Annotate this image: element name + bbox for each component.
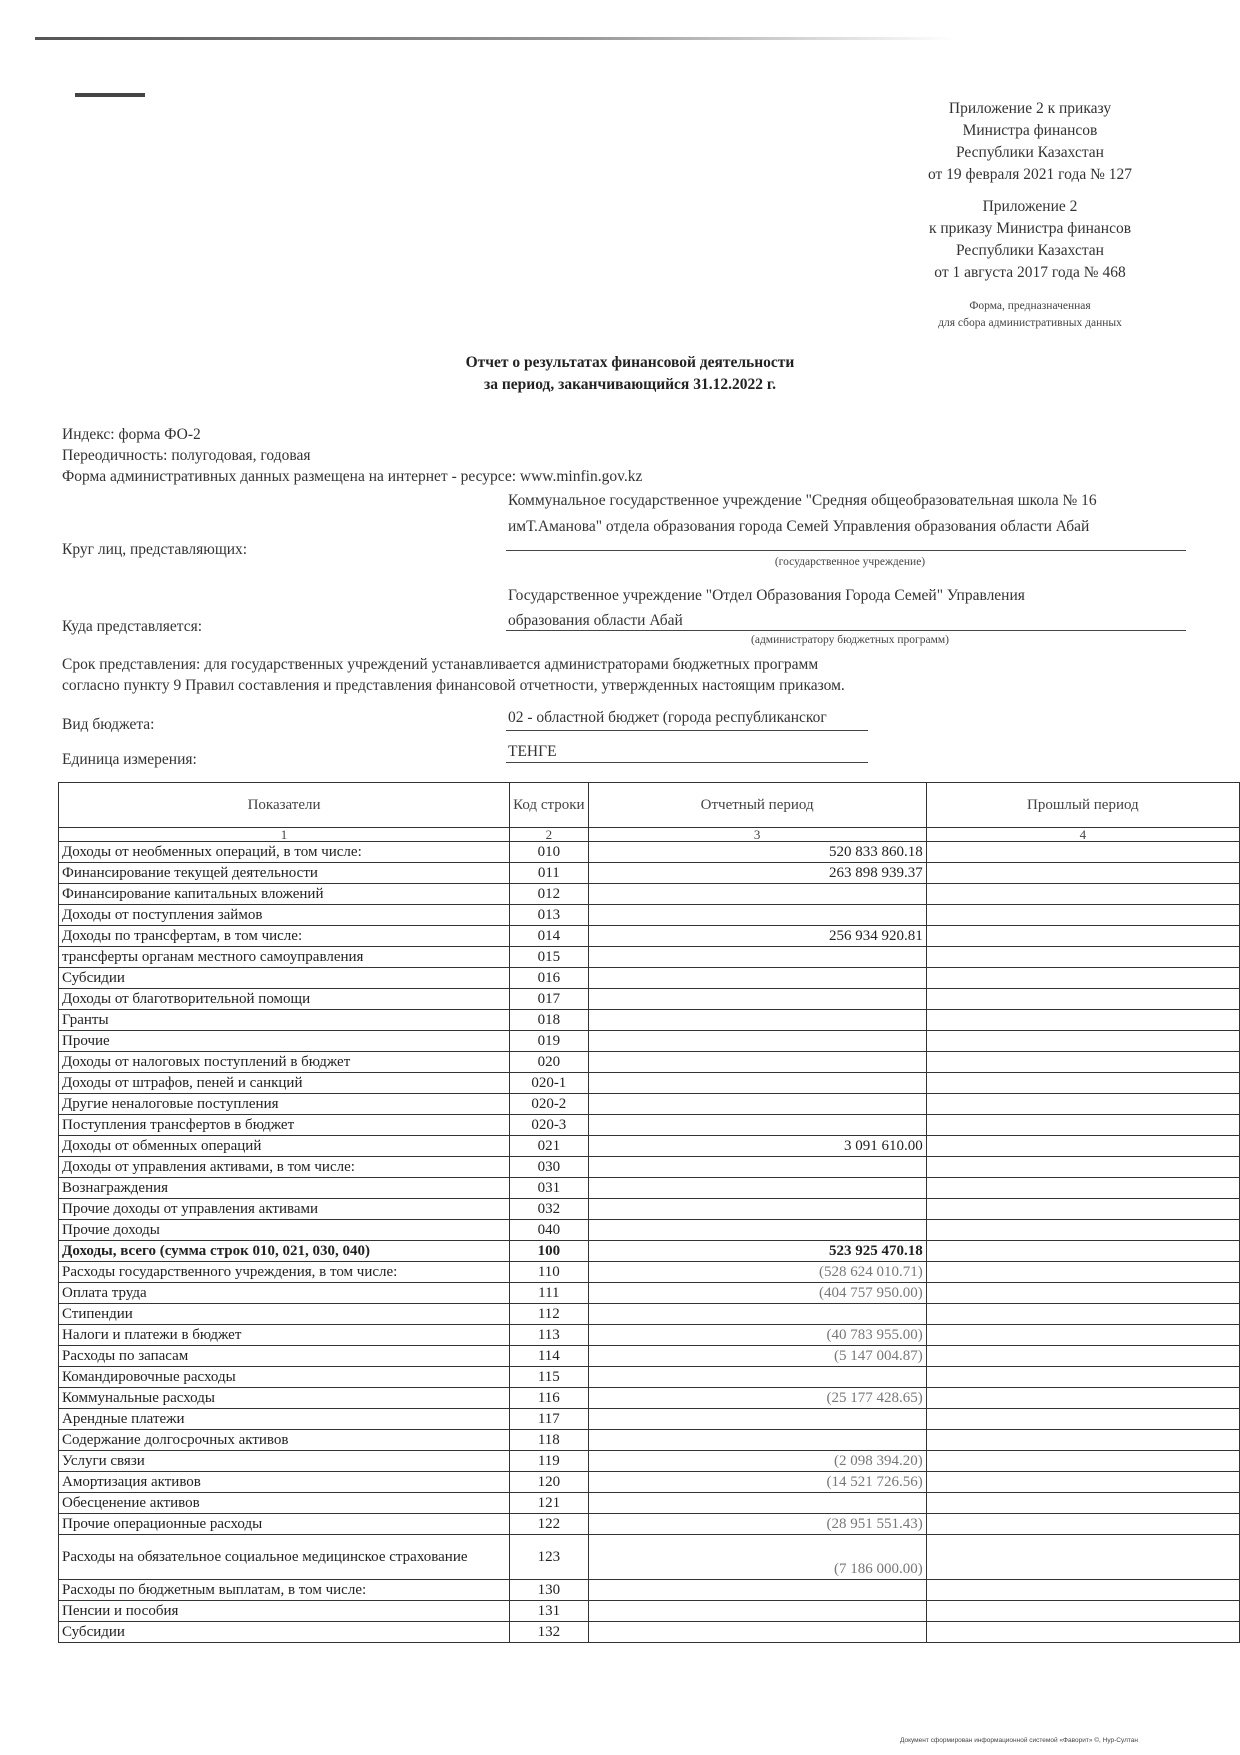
- row-indicator-name: Прочие доходы: [59, 1220, 510, 1241]
- table-row: [59, 1472, 1240, 1493]
- row-previous-value: [926, 1115, 1239, 1136]
- table-row: [59, 947, 1240, 968]
- row-current-value: [588, 1178, 926, 1199]
- row-previous-value: [926, 1220, 1239, 1241]
- deadline-line1: Срок представления: для государственных учреждений устанавливается администраторами бюджетных программ: [62, 656, 819, 673]
- row-current-value: [588, 947, 926, 968]
- row-current-value: (25 177 428.65): [588, 1388, 926, 1409]
- row-line-code: 013: [510, 905, 588, 926]
- row-indicator-name: Финансирование капитальных вложений: [59, 884, 510, 905]
- row-current-value: 263 898 939.37: [588, 863, 926, 884]
- row-current-value: [588, 1493, 926, 1514]
- row-line-code: 117: [510, 1409, 588, 1430]
- row-indicator-name: Гранты: [59, 1010, 510, 1031]
- row-line-code: 130: [510, 1580, 588, 1601]
- row-current-value: [588, 1430, 926, 1451]
- row-line-code: 112: [510, 1304, 588, 1325]
- row-line-code: 032: [510, 1199, 588, 1220]
- row-current-value: [588, 1199, 926, 1220]
- table-row: [59, 842, 1240, 863]
- row-previous-value: [926, 1094, 1239, 1115]
- row-previous-value: [926, 1367, 1239, 1388]
- row-current-value: (40 783 955.00): [588, 1325, 926, 1346]
- appendix-order-2017: [880, 196, 1180, 284]
- row-indicator-name: Расходы на обязательное социальное медицинское страхование: [59, 1535, 510, 1580]
- reporter-value-line1: Коммунальное государственное учреждение "Средняя общеобразовательная школа № 16: [508, 492, 1097, 509]
- recipient-caption: (администратору бюджетных программ): [751, 634, 949, 646]
- table-row: [59, 1073, 1240, 1094]
- column-number: 2: [510, 828, 588, 842]
- row-indicator-name: Коммунальные расходы: [59, 1388, 510, 1409]
- reporter-value-line2: имТ.Аманова" отдела образования города Семей Управления образования области Абай: [508, 518, 1090, 535]
- appendix-line: Министра финансов: [962, 122, 1098, 139]
- row-line-code: 111: [510, 1283, 588, 1304]
- unit-underline: [506, 762, 868, 763]
- row-line-code: 014: [510, 926, 588, 947]
- row-line-code: 119: [510, 1451, 588, 1472]
- row-line-code: 016: [510, 968, 588, 989]
- table-row: [59, 1346, 1240, 1367]
- row-current-value: [588, 1010, 926, 1031]
- table-row: [59, 1409, 1240, 1430]
- appendix-order-2021: [880, 98, 1180, 186]
- row-indicator-name: Доходы, всего (сумма строк 010, 021, 030, 040): [59, 1241, 510, 1262]
- row-line-code: 010: [510, 842, 588, 863]
- row-indicator-name: Доходы от поступления займов: [59, 905, 510, 926]
- row-line-code: 030: [510, 1157, 588, 1178]
- row-indicator-name: Доходы от благотворительной помощи: [59, 989, 510, 1010]
- row-current-value: [588, 968, 926, 989]
- row-indicator-name: Пенсии и пособия: [59, 1601, 510, 1622]
- row-indicator-name: Прочие доходы от управления активами: [59, 1199, 510, 1220]
- column-number-row: [59, 828, 1240, 842]
- row-current-value: [588, 1157, 926, 1178]
- report-title-line: Отчет о результатах финансовой деятельности: [465, 354, 795, 371]
- row-previous-value: [926, 905, 1239, 926]
- row-current-value: (28 951 551.43): [588, 1514, 926, 1535]
- table-header-row: [59, 783, 1240, 828]
- table-row: [59, 1325, 1240, 1346]
- row-line-code: 118: [510, 1430, 588, 1451]
- table-row: [59, 1493, 1240, 1514]
- table-row: [59, 1304, 1240, 1325]
- row-line-code: 131: [510, 1601, 588, 1622]
- row-line-code: 012: [510, 884, 588, 905]
- row-previous-value: [926, 842, 1239, 863]
- appendix-line: от 19 февраля 2021 года № 127: [927, 166, 1133, 183]
- row-previous-value: [926, 1430, 1239, 1451]
- table-row: [59, 884, 1240, 905]
- row-previous-value: [926, 1136, 1239, 1157]
- budget-type-value: 02 - областной бюджет (города республиканског: [508, 709, 827, 726]
- table-row: [59, 1622, 1240, 1643]
- row-current-value: [588, 905, 926, 926]
- row-indicator-name: Содержание долгосрочных активов: [59, 1430, 510, 1451]
- row-indicator-name: Субсидии: [59, 968, 510, 989]
- reporter-label: Круг лиц, представляющих:: [62, 541, 248, 558]
- row-previous-value: [926, 1346, 1239, 1367]
- row-previous-value: [926, 1052, 1239, 1073]
- appendix-line: к приказу Министра финансов: [928, 220, 1132, 237]
- reporter-caption: (государственное учреждение): [774, 556, 926, 568]
- row-line-code: 018: [510, 1010, 588, 1031]
- row-line-code: 020-3: [510, 1115, 588, 1136]
- row-previous-value: [926, 1535, 1239, 1580]
- table-row: [59, 1580, 1240, 1601]
- form-note-line: для сбора административных данных: [938, 317, 1122, 329]
- table-row: [59, 1514, 1240, 1535]
- table-row: [59, 1601, 1240, 1622]
- form-note-line: Форма, предназначенная: [969, 300, 1091, 312]
- row-current-value: [588, 1115, 926, 1136]
- row-previous-value: [926, 1388, 1239, 1409]
- row-line-code: 116: [510, 1388, 588, 1409]
- row-indicator-name: Прочие операционные расходы: [59, 1514, 510, 1535]
- header-indicators: Показатели: [59, 783, 510, 828]
- row-line-code: 020-1: [510, 1073, 588, 1094]
- form-index: Индекс: форма ФО-2: [62, 426, 201, 443]
- table-row: [59, 1199, 1240, 1220]
- row-line-code: 019: [510, 1031, 588, 1052]
- row-current-value: [588, 1601, 926, 1622]
- row-current-value: [588, 1220, 926, 1241]
- header-current-period: Отчетный период: [588, 783, 926, 828]
- row-previous-value: [926, 1409, 1239, 1430]
- row-indicator-name: Доходы от обменных операций: [59, 1136, 510, 1157]
- row-current-value: [588, 1031, 926, 1052]
- scan-artifact-mark: [75, 93, 145, 97]
- row-indicator-name: Субсидии: [59, 1622, 510, 1643]
- row-line-code: 120: [510, 1472, 588, 1493]
- recipient-value-line1: Государственное учреждение "Отдел Образования Города Семей" Управления: [508, 587, 1025, 604]
- row-previous-value: [926, 926, 1239, 947]
- report-table-body: [59, 783, 1240, 1643]
- table-row: [59, 1241, 1240, 1262]
- row-indicator-name: Командировочные расходы: [59, 1367, 510, 1388]
- table-row: [59, 1451, 1240, 1472]
- scan-artifact-line: [35, 37, 955, 40]
- row-current-value: [588, 1580, 926, 1601]
- row-previous-value: [926, 1157, 1239, 1178]
- table-row: [59, 1220, 1240, 1241]
- row-previous-value: [926, 1304, 1239, 1325]
- row-line-code: 132: [510, 1622, 588, 1643]
- row-previous-value: [926, 1199, 1239, 1220]
- row-previous-value: [926, 1622, 1239, 1643]
- table-row: [59, 1178, 1240, 1199]
- unit-label: Единица измерения:: [62, 751, 197, 768]
- row-indicator-name: Обесценение активов: [59, 1493, 510, 1514]
- row-current-value: [588, 1409, 926, 1430]
- row-line-code: 100: [510, 1241, 588, 1262]
- appendix-line: Приложение 2 к приказу: [948, 100, 1112, 117]
- row-line-code: 020: [510, 1052, 588, 1073]
- row-line-code: 017: [510, 989, 588, 1010]
- row-line-code: 031: [510, 1178, 588, 1199]
- column-number: 4: [926, 828, 1239, 842]
- row-current-value: [588, 1367, 926, 1388]
- row-previous-value: [926, 1580, 1239, 1601]
- table-row: [59, 1430, 1240, 1451]
- row-current-value: (14 521 726.56): [588, 1472, 926, 1493]
- reporter-underline: [506, 550, 1186, 551]
- row-line-code: 020-2: [510, 1094, 588, 1115]
- column-number: 1: [59, 828, 510, 842]
- row-indicator-name: Налоги и платежи в бюджет: [59, 1325, 510, 1346]
- table-row: [59, 1136, 1240, 1157]
- row-indicator-name: Расходы государственного учреждения, в том числе:: [59, 1262, 510, 1283]
- row-previous-value: [926, 1472, 1239, 1493]
- form-periodicity: Переодичность: полугодовая, годовая: [62, 447, 311, 464]
- appendix-line: Республики Казахстан: [956, 242, 1104, 259]
- header-line-code: [510, 783, 588, 828]
- row-current-value: [588, 1073, 926, 1094]
- row-current-value: (7 186 000.00): [588, 1535, 926, 1580]
- row-current-value: [588, 1622, 926, 1643]
- row-line-code: 114: [510, 1346, 588, 1367]
- row-indicator-name: Доходы от необменных операций, в том числе:: [59, 842, 510, 863]
- table-row: [59, 1262, 1240, 1283]
- table-row: [59, 1283, 1240, 1304]
- row-current-value: 520 833 860.18: [588, 842, 926, 863]
- row-indicator-name: Поступления трансфертов в бюджет: [59, 1115, 510, 1136]
- header-line-code-text: Код строки: [513, 797, 585, 813]
- table-row: [59, 1388, 1240, 1409]
- row-previous-value: [926, 863, 1239, 884]
- row-line-code: 021: [510, 1136, 588, 1157]
- table-row: [59, 1157, 1240, 1178]
- unit-value: ТЕНГЕ: [508, 743, 557, 760]
- row-indicator-name: Арендные платежи: [59, 1409, 510, 1430]
- table-row: [59, 1010, 1240, 1031]
- table-row: [59, 1535, 1240, 1580]
- table-row: [59, 863, 1240, 884]
- row-current-value: 3 091 610.00: [588, 1136, 926, 1157]
- row-previous-value: [926, 1325, 1239, 1346]
- form-purpose-note: [880, 298, 1180, 332]
- row-indicator-name: Оплата труда: [59, 1283, 510, 1304]
- row-current-value: [588, 989, 926, 1010]
- row-previous-value: [926, 1241, 1239, 1262]
- row-line-code: 011: [510, 863, 588, 884]
- table-row: [59, 1367, 1240, 1388]
- deadline-line2: согласно пункту 9 Правил составления и представления финансовой отчетности, утвержденных настоящим приказом.: [62, 677, 845, 694]
- row-current-value: [588, 1094, 926, 1115]
- row-indicator-name: Другие неналоговые поступления: [59, 1094, 510, 1115]
- table-row: [59, 989, 1240, 1010]
- row-indicator-name: Расходы по бюджетным выплатам, в том числе:: [59, 1580, 510, 1601]
- row-line-code: 015: [510, 947, 588, 968]
- row-indicator-name: Услуги связи: [59, 1451, 510, 1472]
- row-line-code: 113: [510, 1325, 588, 1346]
- row-previous-value: [926, 947, 1239, 968]
- row-current-value: (404 757 950.00): [588, 1283, 926, 1304]
- table-row: [59, 1052, 1240, 1073]
- row-previous-value: [926, 1514, 1239, 1535]
- row-current-value: [588, 1052, 926, 1073]
- recipient-underline: [506, 630, 1186, 631]
- row-indicator-name: Расходы по запасам: [59, 1346, 510, 1367]
- row-previous-value: [926, 1451, 1239, 1472]
- row-current-value: [588, 1304, 926, 1325]
- row-previous-value: [926, 989, 1239, 1010]
- row-indicator-name: Прочие: [59, 1031, 510, 1052]
- table-row: [59, 1094, 1240, 1115]
- recipient-value-line2: образования области Абай: [508, 612, 683, 629]
- row-indicator-name: Стипендии: [59, 1304, 510, 1325]
- row-previous-value: [926, 1601, 1239, 1622]
- form-placement: Форма административных данных размещена на интернет - ресурсе: www.minfin.gov.kz: [62, 468, 643, 485]
- system-footer-note: Документ сформирован информационной системой «Фаворит» ©, Нур-Султан: [900, 1737, 1139, 1744]
- recipient-label: Куда представляется:: [62, 618, 203, 635]
- row-line-code: 040: [510, 1220, 588, 1241]
- appendix-line: Приложение 2: [982, 198, 1078, 215]
- table-row: [59, 1031, 1240, 1052]
- budget-type-underline: [506, 730, 868, 731]
- row-indicator-name: Доходы от управления активами, в том числе:: [59, 1157, 510, 1178]
- report-period-line: за период, заканчивающийся 31.12.2022 г.: [484, 376, 776, 393]
- table-row: [59, 1115, 1240, 1136]
- row-indicator-name: Амортизация активов: [59, 1472, 510, 1493]
- table-row: [59, 905, 1240, 926]
- row-line-code: 122: [510, 1514, 588, 1535]
- row-indicator-name: Доходы от штрафов, пеней и санкций: [59, 1073, 510, 1094]
- row-previous-value: [926, 1031, 1239, 1052]
- row-current-value: 256 934 920.81: [588, 926, 926, 947]
- row-previous-value: [926, 1010, 1239, 1031]
- row-current-value: (2 098 394.20): [588, 1451, 926, 1472]
- appendix-line: от 1 августа 2017 года № 468: [934, 264, 1126, 281]
- row-indicator-name: Доходы от налоговых поступлений в бюджет: [59, 1052, 510, 1073]
- row-previous-value: [926, 884, 1239, 905]
- budget-type-label: Вид бюджета:: [62, 716, 155, 733]
- row-previous-value: [926, 1493, 1239, 1514]
- header-previous-period: Прошлый период: [926, 783, 1239, 828]
- table-row: [59, 968, 1240, 989]
- row-indicator-name: Вознаграждения: [59, 1178, 510, 1199]
- table-row: [59, 926, 1240, 947]
- appendix-line: Республики Казахстан: [956, 144, 1104, 161]
- row-line-code: 115: [510, 1367, 588, 1388]
- column-number: 3: [588, 828, 926, 842]
- row-previous-value: [926, 1262, 1239, 1283]
- row-indicator-name: Доходы по трансфертам, в том числе:: [59, 926, 510, 947]
- row-line-code: 121: [510, 1493, 588, 1514]
- row-previous-value: [926, 1178, 1239, 1199]
- row-previous-value: [926, 1073, 1239, 1094]
- report-title: [380, 352, 880, 396]
- row-indicator-name: трансферты органам местного самоуправления: [59, 947, 510, 968]
- row-indicator-name: Финансирование текущей деятельности: [59, 863, 510, 884]
- row-current-value: (5 147 004.87): [588, 1346, 926, 1367]
- report-table: [58, 782, 1240, 1643]
- row-previous-value: [926, 968, 1239, 989]
- row-current-value: (528 624 010.71): [588, 1262, 926, 1283]
- row-line-code: 110: [510, 1262, 588, 1283]
- row-line-code: 123: [510, 1535, 588, 1580]
- row-current-value: 523 925 470.18: [588, 1241, 926, 1262]
- row-current-value: [588, 884, 926, 905]
- row-previous-value: [926, 1283, 1239, 1304]
